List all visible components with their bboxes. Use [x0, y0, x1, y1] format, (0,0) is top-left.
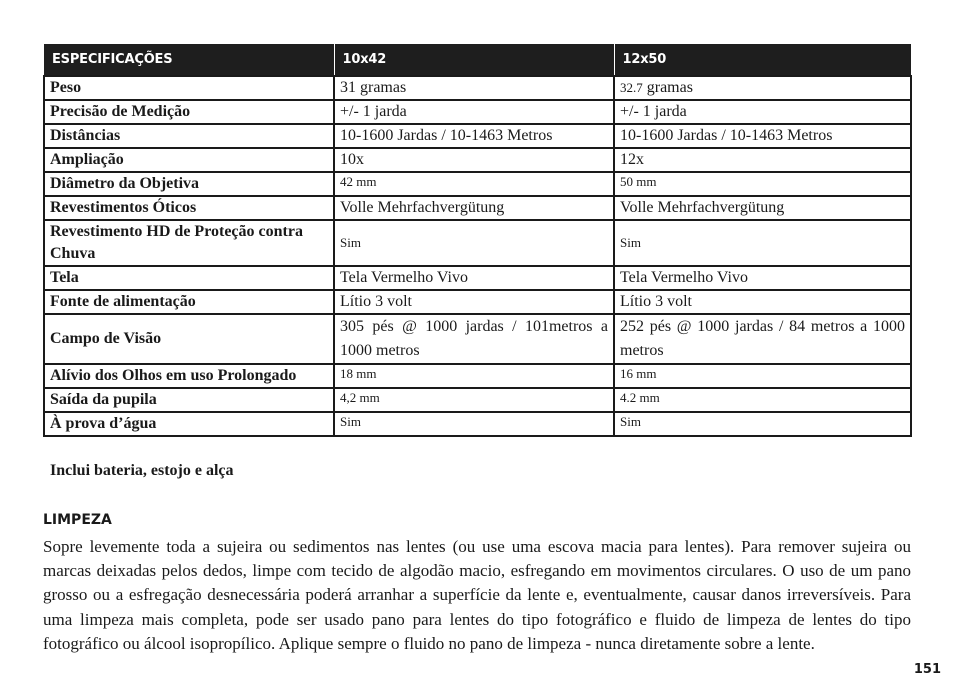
- value-12x50: Sim: [614, 412, 911, 436]
- value-12x50-unit: gramas: [642, 79, 693, 96]
- page-number: 151: [913, 662, 941, 677]
- value-10x42: 305 pés @ 1000 jardas / 101metros a 1000 metros: [334, 314, 614, 364]
- row-label: Ampliação: [44, 148, 334, 172]
- row-label: Saída da pupila: [44, 388, 334, 412]
- row-label: À prova d’água: [44, 412, 334, 436]
- value-12x50: Volle Mehrfachvergütung: [614, 196, 911, 220]
- table-row: [44, 220, 911, 266]
- value-12x50: 4.2 mm: [614, 388, 911, 412]
- table-header-row: [44, 44, 911, 76]
- row-label: Tela: [44, 266, 334, 290]
- table-row: [44, 266, 911, 290]
- table-row: [44, 124, 911, 148]
- value-12x50: 252 pés @ 1000 jardas / 84 metros a 1000 metros: [614, 314, 911, 364]
- header-12x50: 12x50: [614, 44, 911, 76]
- cleaning-heading: LIMPEZA: [43, 512, 112, 528]
- row-label: Fonte de alimentação: [44, 290, 334, 314]
- row-label: Campo de Visão: [44, 314, 334, 364]
- value-10x42: 42 mm: [334, 172, 614, 196]
- value-12x50: 16 mm: [614, 364, 911, 388]
- value-12x50: 12x: [614, 148, 911, 172]
- row-label: Revestimento HD de Proteção contra Chuva: [44, 220, 334, 266]
- value-10x42: Sim: [334, 412, 614, 436]
- table-row: [44, 172, 911, 196]
- row-label: Revestimentos Óticos: [44, 196, 334, 220]
- table-row: [44, 100, 911, 124]
- value-12x50: Sim: [614, 220, 911, 266]
- value-12x50-number: 32.7: [620, 80, 643, 95]
- value-10x42: 4,2 mm: [334, 388, 614, 412]
- row-label: Diâmetro da Objetiva: [44, 172, 334, 196]
- value-12x50: Tela Vermelho Vivo: [614, 266, 911, 290]
- table-row: [44, 196, 911, 220]
- row-label: Peso: [44, 76, 334, 100]
- header-10x42: 10x42: [334, 44, 614, 76]
- table-row: [44, 412, 911, 436]
- header-specifications: ESPECIFICAÇÕES: [44, 44, 334, 76]
- value-10x42: Lítio 3 volt: [334, 290, 614, 314]
- value-12x50: 50 mm: [614, 172, 911, 196]
- table-row: [44, 290, 911, 314]
- included-items-note: Inclui bateria, estojo e alça: [50, 462, 234, 479]
- value-10x42: 18 mm: [334, 364, 614, 388]
- value-12x50: +/- 1 jarda: [614, 100, 911, 124]
- table-row: [44, 388, 911, 412]
- table-row: [44, 148, 911, 172]
- value-10x42: Tela Vermelho Vivo: [334, 266, 614, 290]
- specifications-table: [43, 44, 912, 437]
- table-row: [44, 314, 911, 364]
- value-10x42: Volle Mehrfachvergütung: [334, 196, 614, 220]
- value-10x42: 10-1600 Jardas / 10-1463 Metros: [334, 124, 614, 148]
- value-12x50: [614, 76, 911, 100]
- value-10x42: Sim: [334, 220, 614, 266]
- cleaning-paragraph: Sopre levemente toda a sujeira ou sedimentos nas lentes (ou use uma escova macia para lentes). Para remover sujeira ou marcas deixadas pelos dedos, limpe com tecido de algodão macio, esfregando em movimentos circulares. O uso de um pano grosso ou a esfregação desnecessária poderá arranhar a superfície da lente e, eventualmente, causar danos irreversíveis. Para uma limpeza mais completa, pode ser usado pano para lentes do tipo fotográfico e fluido de limpeza de lentes do tipo fotográfico ou álcool isopropílico. Aplique sempre o fluido no pano de limpeza - nunca diretamente sobre a lente.: [43, 537, 911, 653]
- row-label: Alívio dos Olhos em uso Prolongado: [44, 364, 334, 388]
- value-12x50: 10-1600 Jardas / 10-1463 Metros: [614, 124, 911, 148]
- value-10x42: +/- 1 jarda: [334, 100, 614, 124]
- table-row: [44, 76, 911, 100]
- value-12x50: Lítio 3 volt: [614, 290, 911, 314]
- value-10x42: 31 gramas: [334, 76, 614, 100]
- row-label: Precisão de Medição: [44, 100, 334, 124]
- table-row: [44, 364, 911, 388]
- value-10x42: 10x: [334, 148, 614, 172]
- row-label: Distâncias: [44, 124, 334, 148]
